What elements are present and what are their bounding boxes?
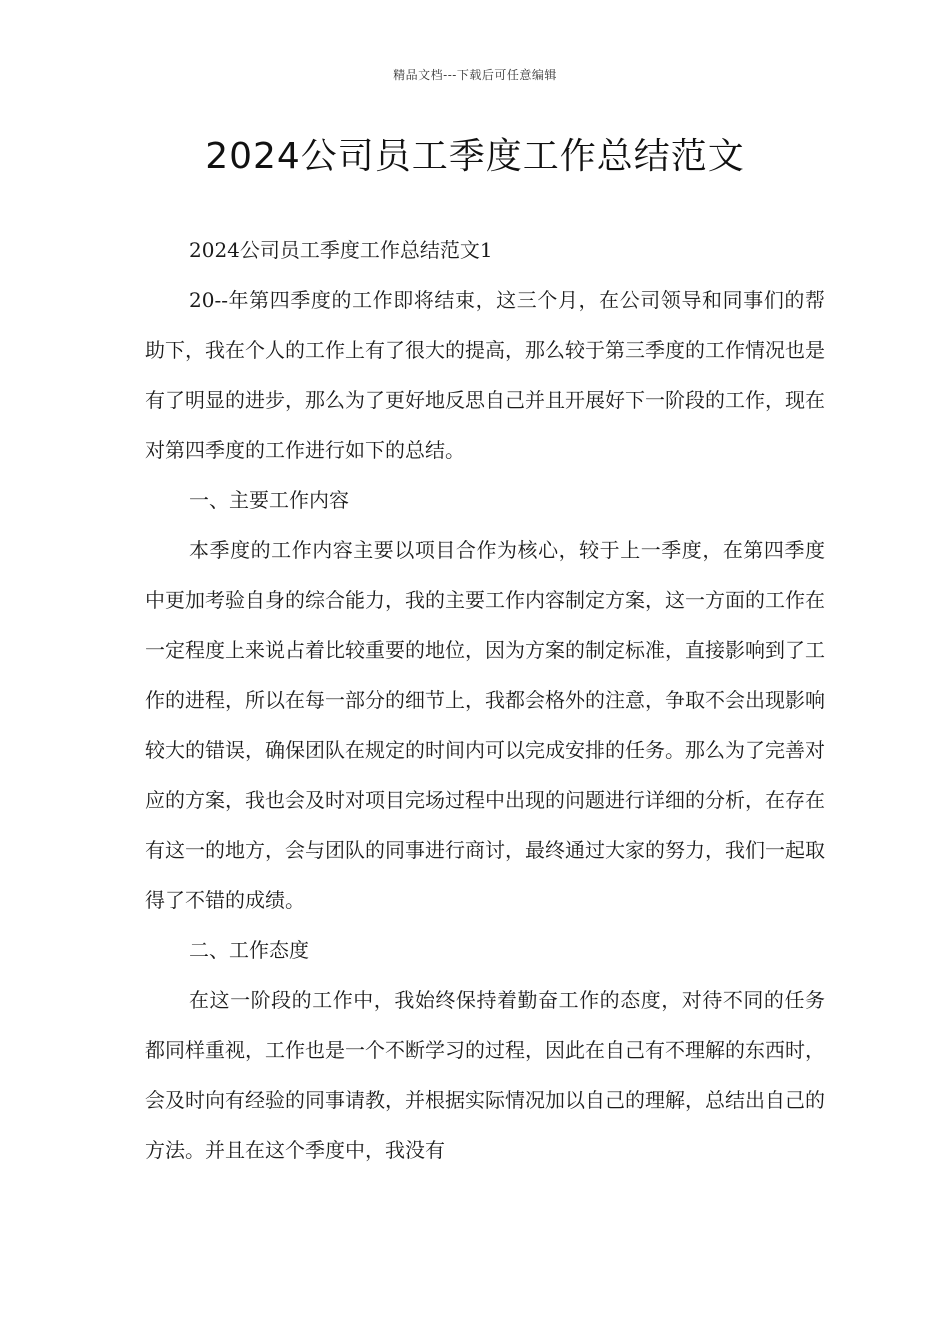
- document-title: 2024公司员工季度工作总结范文: [205, 136, 745, 177]
- section-heading-main-work: 一、主要工作内容: [189, 488, 349, 512]
- document-body: [145, 225, 825, 1175]
- attitude-paragraph: 在这一阶段的工作中，我始终保持着勤奋工作的态度，对待不同的任务都同样重视，工作也是一个不断学习的过程，因此在自己有不理解的东西时，会及时向有经验的同事请教，并根据实际情况加以自己的理解，总结出自己的方法。并且在这个季度中，我没有: [145, 988, 825, 1162]
- header-note: 精品文档---下载后可任意编辑: [393, 68, 557, 82]
- main-work-paragraph: 本季度的工作内容主要以项目合作为核心，较于上一季度，在第四季度中更加考验自身的综合能力，我的主要工作内容制定方案，这一方面的工作在一定程度上来说占着比较重要的地位，因为方案的制定标准，直接影响到了工作的进程，所以在每一部分的细节上，我都会格外的注意，争取不会出现影响较大的错误，确保团队在规定的时间内可以完成安排的任务。那么为了完善对应的方案，我也会及时对项目完场过程中出现的问题进行详细的分析，在存在有这一的地方，会与团队的同事进行商讨，最终通过大家的努力，我们一起取得了不错的成绩。: [145, 538, 825, 912]
- section-heading-attitude: 二、工作态度: [189, 938, 309, 962]
- intro-paragraph: 20--年第四季度的工作即将结束，这三个月，在公司领导和同事们的帮助下，我在个人的工作上有了很大的提高，那么较于第三季度的工作情况也是有了明显的进步，那么为了更好地反思自己并且开展好下一阶段的工作，现在对第四季度的工作进行如下的总结。: [145, 288, 825, 462]
- subtitle-paragraph: 2024公司员工季度工作总结范文1: [189, 238, 493, 262]
